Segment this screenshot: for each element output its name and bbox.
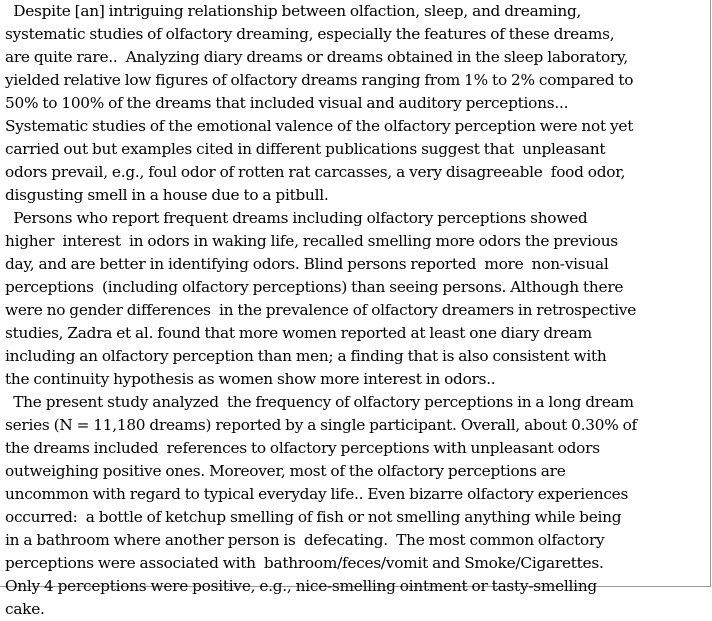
text-line: disgusting smell in a house due to a pitbull.: [5, 186, 329, 204]
text-line: were no gender differences in the prevalence of olfactory dreamers in retrospective: [5, 301, 637, 319]
text-line: Only 4 perceptions were positive, e.g., nice-smelling ointment or tasty-smelling: [5, 577, 597, 595]
text-line: perceptions (including olfactory perceptions) than seeing persons. Although there: [5, 278, 624, 296]
text-line: including an olfactory perception than men; a finding that is also consistent with: [5, 347, 607, 365]
text-line: higher interest in odors in waking life, recalled smelling more odors the previous: [5, 232, 618, 250]
text-line: 50% to 100% of the dreams that included visual and auditory perceptions...: [5, 94, 569, 112]
document-body-text: [5, 0, 709, 621]
text-line: series (N = 11,180 dreams) reported by a single participant. Overall, about 0.30% of: [5, 416, 637, 434]
text-line: uncommon with regard to typical everyday life.. Even bizarre olfactory experiences: [5, 485, 629, 503]
text-line: systematic studies of olfactory dreaming, especially the features of these dreams,: [5, 25, 615, 43]
text-line: yielded relative low figures of olfactory dreams ranging from 1% to 2% compared to: [5, 71, 634, 89]
text-line: studies, Zadra et al. found that more women reported at least one diary dream: [5, 324, 592, 342]
text-line: are quite rare.. Analyzing diary dreams or dreams obtained in the sleep laboratory,: [5, 48, 629, 66]
text-line: carried out but examples cited in different publications suggest that unpleasant: [5, 140, 606, 158]
text-line: cake.: [5, 600, 45, 618]
text-line: perceptions were associated with bathroom/feces/vomit and Smoke/Cigarettes.: [5, 554, 604, 572]
text-line: occurred: a bottle of ketchup smelling of fish or not smelling anything while being: [5, 508, 622, 526]
text-line: odors prevail, e.g., foul odor of rotten rat carcasses, a very disagreeable food odor,: [5, 163, 626, 181]
text-line: the dreams included references to olfactory perceptions with unpleasant odors: [5, 439, 600, 457]
text-line: day, and are better in identifying odors. Blind persons reported more non-visual: [5, 255, 609, 273]
text-line: The present study analyzed the frequency of olfactory perceptions in a long dream: [5, 393, 634, 411]
text-line: Persons who report frequent dreams including olfactory perceptions showed: [5, 209, 588, 227]
text-line: the continuity hypothesis as women show more interest in odors..: [5, 370, 496, 388]
text-line: Despite [an] intriguing relationship between olfaction, sleep, and dreaming,: [5, 2, 582, 20]
text-line: in a bathroom where another person is defecating. The most common olfactory: [5, 531, 605, 549]
text-line: outweighing positive ones. Moreover, most of the olfactory perceptions are: [5, 462, 566, 480]
text-line: Systematic studies of the emotional valence of the olfactory perception were not yet: [5, 117, 634, 135]
